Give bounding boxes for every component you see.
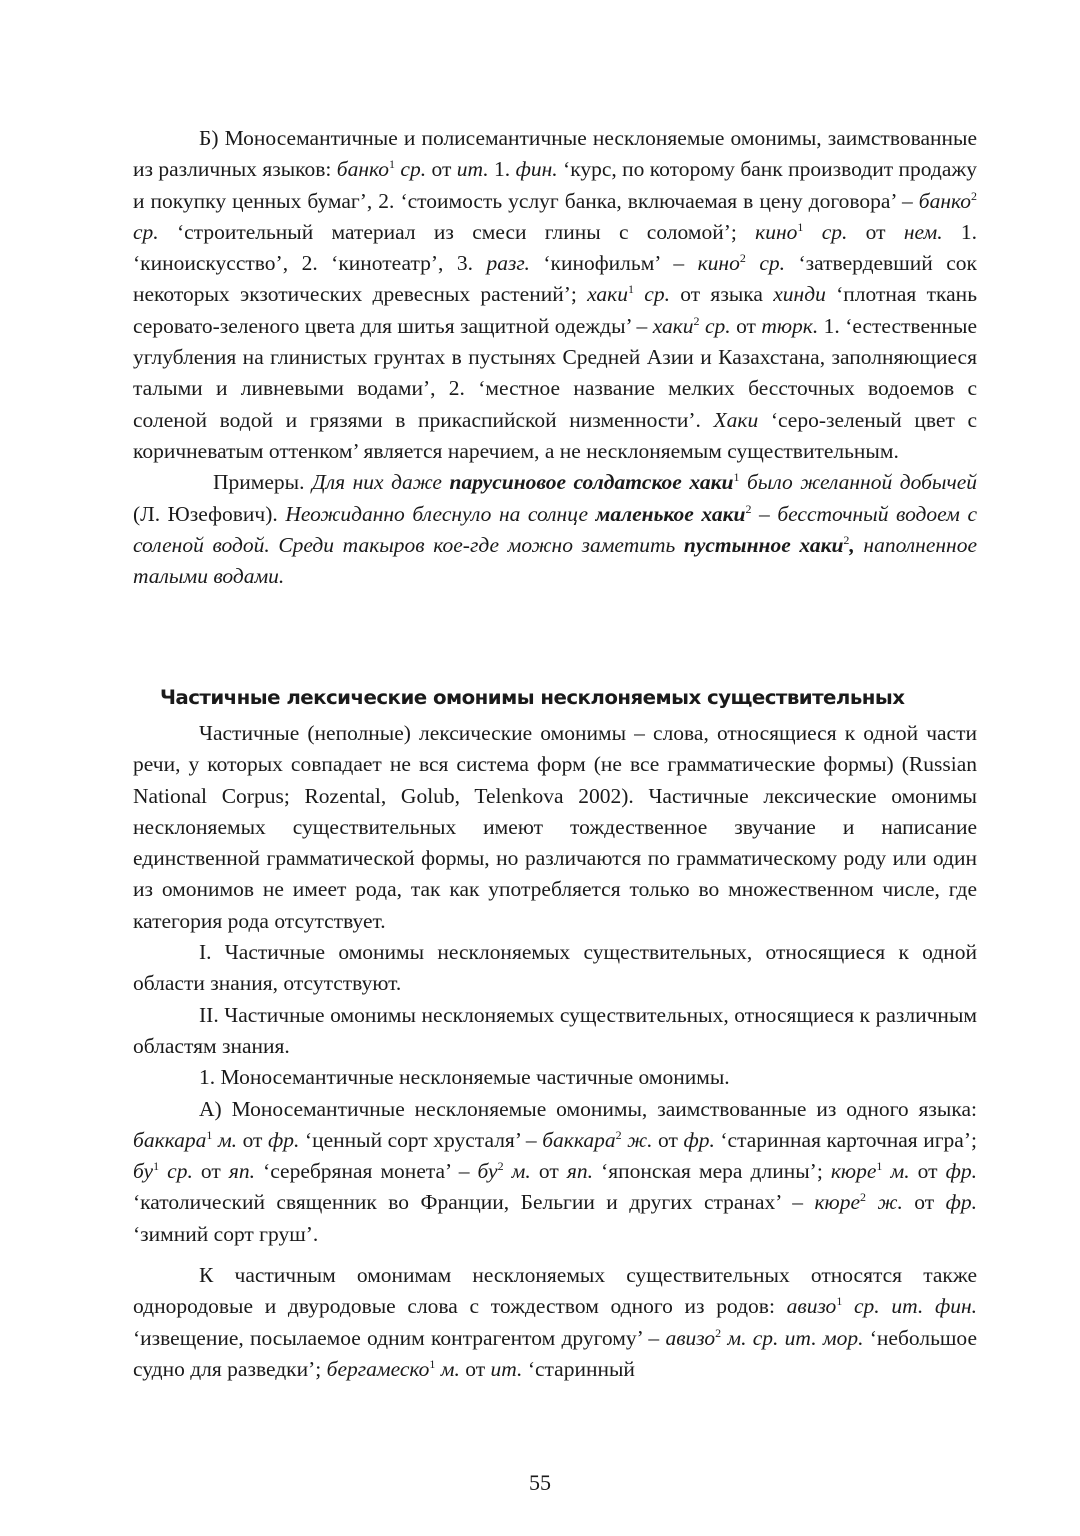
text-run: от языка: [669, 282, 774, 307]
italic-term: яп.: [228, 1159, 255, 1184]
homonym-index: 2: [745, 501, 752, 516]
italic-term: ит.: [490, 1356, 523, 1381]
paragraph-a: [133, 1094, 977, 1250]
homonym-index: 2: [860, 1190, 866, 1205]
italic-term: ж.: [621, 1127, 653, 1152]
text-run: ‘кинофильм’ –: [529, 251, 698, 276]
text-run: от: [847, 219, 904, 244]
italic-term: ср.: [633, 282, 670, 307]
italic-term: фр.: [267, 1127, 300, 1152]
bold-italic-term: ,: [849, 532, 855, 557]
italic-term: авизо: [665, 1325, 716, 1350]
italic-term: фр.: [945, 1190, 978, 1215]
text-run: от: [530, 1159, 567, 1184]
text-run: 1. ‘киноискусство’, 2. ‘кинотеатр’, 3.: [133, 219, 978, 276]
italic-term: Для них даже: [312, 470, 450, 495]
homonym-index: 1: [836, 1294, 843, 1309]
homonym-index: 1: [876, 1159, 883, 1174]
homonym-index: 1: [206, 1127, 213, 1142]
section-partial-homonyms-block: [133, 718, 977, 1385]
text-run: ‘ценный сорт хрусталя’ –: [299, 1127, 543, 1152]
italic-term: кино: [697, 251, 740, 276]
text-run: ‘зимний сорт груш’.: [133, 1221, 319, 1246]
text-run: Б) Моносемантичные и полисемантичные несклоняемые омонимы, заимствованные из различных языков:: [133, 126, 977, 182]
italic-term: хинди: [773, 282, 826, 307]
italic-term: баккара: [542, 1127, 616, 1152]
homonym-index: 2: [739, 251, 746, 266]
italic-term: авизо: [786, 1294, 837, 1319]
text-run: от: [730, 313, 762, 338]
italic-term: фр.: [945, 1159, 977, 1184]
homonym-index: 1: [389, 157, 395, 172]
text-run: ‘извещение, посылаемое одним контрагентом другому’ –: [133, 1325, 666, 1350]
italic-term: м.: [435, 1356, 460, 1381]
italic-term: м.: [882, 1159, 910, 1184]
text-run: от: [426, 157, 457, 182]
bold-italic-term: пустынное хаки: [683, 532, 844, 557]
homonym-index: 2: [715, 1325, 722, 1340]
text-run: ‘старинный: [522, 1356, 635, 1381]
definition-paragraph: [133, 718, 977, 937]
text-run: А) Моносемантичные несклоняемые омонимы, заимствованные из одного языка:: [199, 1096, 977, 1121]
examples-paragraph: [133, 467, 977, 592]
italic-term: м.: [503, 1159, 531, 1184]
text-run: II. Частичные омонимы несклоняемых существительных, относящиеся к различным областям знания.: [133, 1002, 977, 1058]
text-run: от: [902, 1190, 946, 1215]
paragraph-b: [133, 123, 977, 467]
italic-term: ср.: [803, 219, 848, 244]
italic-term: фр.: [683, 1127, 715, 1152]
homonym-index: 2: [971, 188, 977, 203]
paragraph-ii: [133, 1000, 977, 1063]
italic-term: ср.: [133, 219, 159, 244]
text-run: К частичным омонимам несклоняемых существительных относятся также однородовые и двуродовые слова с тождеством одного из родов:: [133, 1263, 977, 1319]
text-run: от: [652, 1127, 684, 1152]
text-run: ‘серебряная монета’ –: [254, 1159, 478, 1184]
section-b-block: [133, 123, 977, 592]
italic-term: разг.: [486, 251, 530, 276]
italic-term: фин.: [515, 157, 558, 182]
italic-term: яп.: [566, 1159, 593, 1184]
text-run: Частичные (неполные) лексические омонимы – слова, относящиеся к одной части речи, у которых совпадает не вся система форм (не все грамматические формы) (Russian National Corpus; Rozental, Golub, Telenkova 2002). Частичные лексические омонимы несклоняемых существительных имеют тождественное звучание и написание единственной грамматической формы, но различаются по грамматическому роду или один из омонимов не имеет рода, так как употребляется только во множественном числе, где категория рода отсутствует.: [133, 721, 977, 933]
homonym-index: 2: [615, 1127, 622, 1142]
text-run: Примеры.: [213, 470, 313, 495]
italic-term: ж.: [866, 1190, 903, 1215]
italic-term: банко: [918, 188, 971, 213]
italic-term: наполненное талыми водами.: [133, 532, 977, 589]
italic-term: м.: [212, 1127, 238, 1152]
homonym-index: 1: [733, 470, 740, 485]
homonym-index: 2: [693, 313, 700, 328]
text-run: от: [459, 1356, 491, 1381]
text-run: ‘небольшое судно для разведки’;: [133, 1325, 977, 1381]
italic-term: бу: [477, 1159, 498, 1184]
text-run: ‘строительный материал из смеси глины с соломой’;: [158, 219, 756, 244]
text-run: ‘серо-зеленый цвет с коричневатым оттенком’ является наречием, а не несклоняемым существительным.: [133, 407, 977, 463]
italic-term: – бессточный водоем с соленой водой. Среди такыров кое-где можно заметить: [133, 501, 978, 557]
text-run: ‘плотная ткань серовато-зеленого цвета для шитья защитной одежды’ –: [133, 282, 977, 338]
italic-term: Хаки: [713, 407, 759, 432]
text-run: 1.: [488, 157, 516, 182]
italic-term: м. ср. ит. мор.: [721, 1325, 864, 1350]
italic-term: банко: [336, 157, 389, 182]
italic-term: бу: [133, 1159, 154, 1184]
page-number: 55: [529, 1470, 551, 1495]
italic-term: кино: [755, 219, 798, 244]
section-heading: Частичные лексические омонимы несклоняемых существительных: [160, 686, 905, 709]
italic-term: баккара: [133, 1127, 207, 1152]
text-run: от: [909, 1159, 946, 1184]
paragraph-k: [133, 1260, 977, 1385]
italic-term: хаки: [652, 313, 694, 338]
paragraph-1: [133, 1062, 977, 1093]
homonym-index: 1: [429, 1356, 436, 1371]
text-run: 1. Моносемантичные несклоняемые частичные омонимы.: [199, 1065, 730, 1090]
text-run: от: [237, 1127, 268, 1152]
italic-term: бергамеско: [326, 1356, 430, 1381]
italic-term: хаки: [587, 282, 628, 307]
italic-term: ср.: [745, 251, 786, 276]
text-run: ‘старинная карточная игра’;: [714, 1127, 977, 1152]
homonym-index: 1: [627, 282, 634, 297]
italic-term: кюре: [830, 1159, 877, 1184]
italic-term: кюре: [814, 1190, 860, 1215]
text-run: 1. ‘естественные углубления на глинистых грунтах в пустынях Средней Азии и Казахстана, заполняющиеся талыми и ливневыми водами’, 2. ‘местное название мелких бессточных водоемов с соленой водой и грязями в прикаспийской низменности’.: [133, 313, 977, 432]
homonym-index: 2: [843, 532, 850, 547]
italic-term: ср.: [395, 157, 427, 182]
italic-term: нем.: [903, 219, 943, 244]
bold-italic-term: парусиновое солдатское хаки: [449, 470, 734, 495]
text-run: I. Частичные омонимы несклоняемых существительных, относящиеся к одной области знания, отсутствуют.: [133, 940, 977, 996]
homonym-index: 1: [153, 1159, 160, 1174]
text-run: ‘курс, по которому банк производит продажу и покупку ценных бумаг’, 2. ‘стоимость услуг банка, включаемая в цену договора’ –: [133, 157, 978, 213]
italic-term: было желанной добычей: [739, 470, 977, 495]
italic-term: тюрк.: [761, 313, 819, 338]
text-run: ‘затвердевший сок некоторых экзотических древесных растений’;: [133, 251, 978, 307]
italic-term: ср.: [699, 313, 731, 338]
homonym-index: 2: [497, 1159, 504, 1174]
homonym-index: 1: [797, 219, 804, 234]
italic-term: ср. ит. фин.: [842, 1294, 977, 1319]
italic-term: ит.: [456, 157, 489, 182]
bold-italic-term: маленькое хаки: [595, 501, 746, 526]
text-run: ‘японская мера длины’;: [592, 1159, 831, 1184]
text-run: от: [192, 1159, 229, 1184]
italic-term: Неожиданно блеснуло на солнце: [285, 501, 596, 526]
paragraph-i: [133, 937, 977, 1000]
italic-term: ср.: [159, 1159, 193, 1184]
text-run: ‘католический священник во Франции, Бельгии и других странах’ –: [133, 1190, 815, 1215]
text-run: (Л. Юзефович).: [133, 501, 286, 526]
